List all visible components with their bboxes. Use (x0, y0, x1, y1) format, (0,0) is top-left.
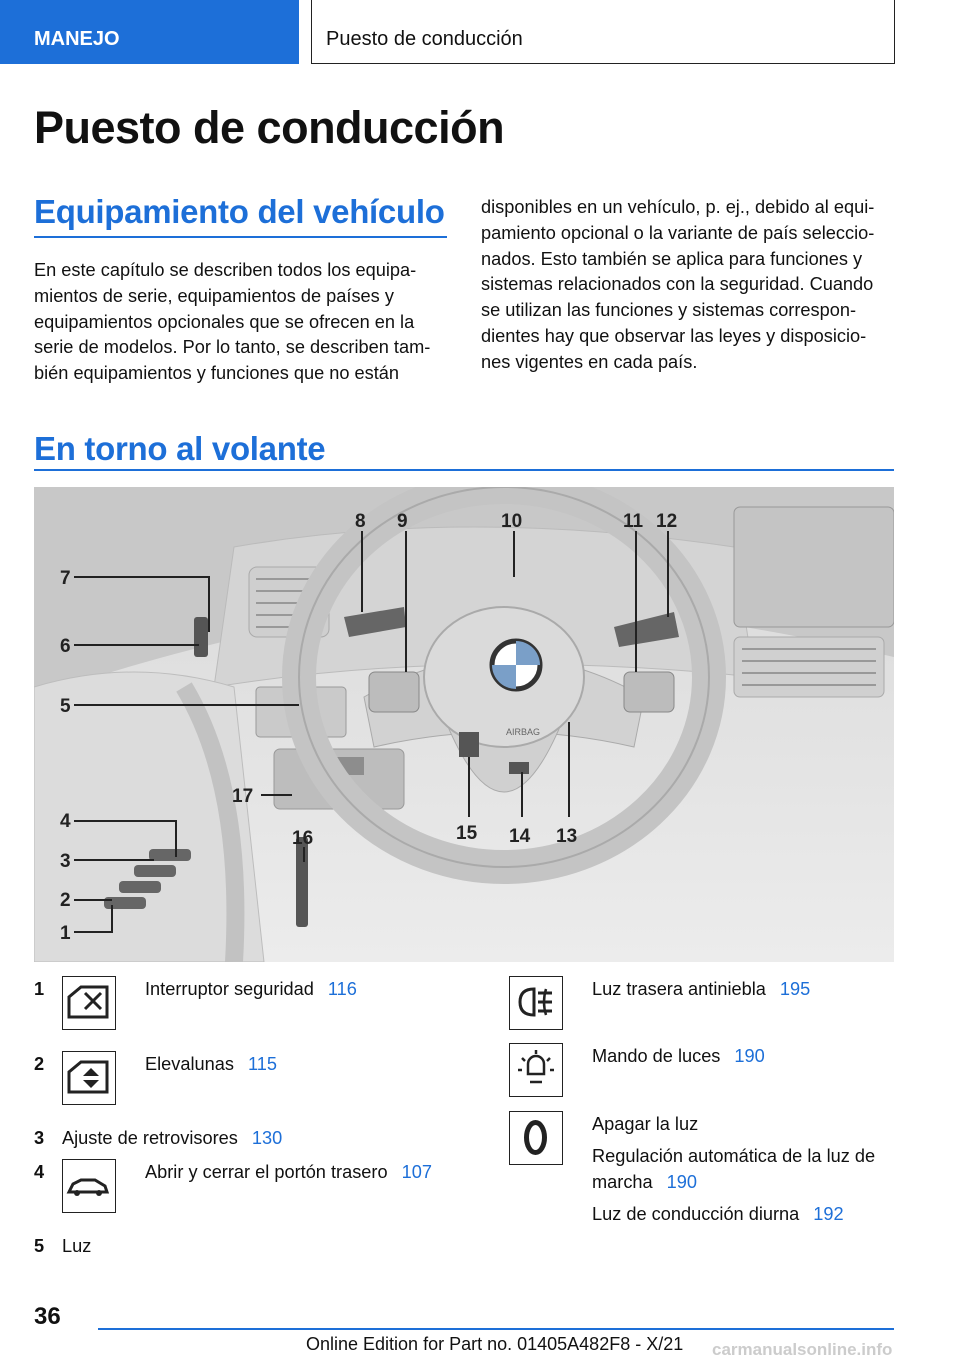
legend-item-light-control (592, 1044, 765, 1069)
page-ref-link[interactable]: 195 (779, 979, 811, 999)
page-ref-link[interactable]: 107 (401, 1162, 432, 1182)
callout-3: 3 (60, 851, 71, 872)
callout-15: 15 (456, 823, 478, 844)
body-line: sistemas relacionados con la seguridad. Cuando (481, 274, 874, 295)
callout-7: 7 (60, 568, 71, 589)
legend-num-2: 2 (34, 1054, 45, 1074)
page-ref-link[interactable]: 190 (666, 1172, 698, 1192)
section-heading-steering: En torno al volante (34, 430, 326, 467)
legend-num-5: 5 (34, 1236, 45, 1256)
legend-label: Luz (62, 1236, 92, 1256)
callout-16: 16 (292, 828, 314, 849)
legend-item-4 (145, 1160, 432, 1185)
page-ref-link[interactable]: 190 (734, 1046, 765, 1066)
callout-8: 8 (355, 511, 366, 532)
body-line: disponibles en un vehículo, p. ej., debido al equi- (481, 197, 875, 217)
body-line: se utilizan las funciones y sistemas correspon- (481, 300, 857, 321)
callout-1: 1 (60, 923, 71, 944)
callout-12: 12 (656, 511, 678, 532)
watermark: carmanualsonline.info (712, 1340, 893, 1359)
body-line: nados. Esto también se aplica para funciones y (481, 248, 863, 269)
body-column-right (481, 195, 893, 376)
legend-label: Mando de luces (592, 1046, 721, 1066)
legend-label: Luz trasera antiniebla (592, 979, 766, 999)
body-line: bién equipamientos y funciones que no están (34, 363, 400, 384)
legend-item-1 (145, 977, 357, 1002)
legend-label: Regulación automática de la luz de (592, 1146, 876, 1166)
legend-item-lights-off (592, 1112, 698, 1137)
callout-2: 2 (60, 890, 71, 911)
page-ref-link[interactable]: 116 (327, 979, 357, 999)
lights-off-icon (509, 1111, 563, 1165)
legend-num-3: 3 (34, 1128, 45, 1148)
callout-14: 14 (509, 826, 531, 847)
callout-10: 10 (501, 511, 523, 532)
edition-info: Online Edition for Part no. 01405A482F8 - X/21 (306, 1334, 684, 1354)
heading-rule (34, 236, 447, 238)
section-heading-equipment: Equipamiento del vehículo (34, 193, 445, 230)
body-line: serie de modelos. Por lo tanto, se describen tam- (34, 337, 431, 358)
light-control-icon (509, 1043, 563, 1097)
legend-item-auto-light (592, 1144, 875, 1169)
cockpit-illustration (34, 487, 894, 962)
callout-9: 9 (397, 511, 408, 532)
section-tab (0, 0, 299, 64)
legend-label: marcha (592, 1172, 653, 1192)
legend-item-2 (145, 1052, 277, 1077)
window-lock-icon (62, 976, 116, 1030)
legend-item-auto-light-cont (592, 1170, 697, 1195)
rear-fog-light-icon (509, 976, 563, 1030)
page-number: 36 (34, 1303, 61, 1330)
header-title: Puesto de conducción (326, 28, 523, 50)
body-line: pamiento opcional o la variante de país seleccio- (481, 222, 875, 243)
legend-label: Interruptor seguridad (145, 979, 314, 999)
cockpit-drawing (34, 487, 894, 962)
power-window-icon (62, 1051, 116, 1105)
section-label: MANEJO (34, 28, 120, 50)
tailgate-icon (62, 1159, 116, 1213)
callout-6: 6 (60, 636, 71, 657)
callout-13: 13 (556, 826, 578, 847)
callout-17: 17 (232, 786, 254, 807)
callout-11: 11 (623, 511, 644, 532)
page-title: Puesto de conducción (34, 102, 505, 153)
body-line: En este capítulo se describen todos los equipa- (34, 260, 417, 280)
legend-label: Elevalunas (145, 1054, 234, 1074)
legend-item-3 (62, 1126, 282, 1151)
legend-label: Apagar la luz (592, 1114, 699, 1134)
legend-num-4: 4 (34, 1162, 45, 1182)
body-line: equipamientos opcionales que se ofrecen en la (34, 311, 415, 332)
header-title-box (311, 0, 895, 64)
legend-label: Ajuste de retrovisores (62, 1128, 238, 1148)
legend-item-rear-fog (592, 977, 810, 1002)
heading-rule (34, 469, 894, 471)
legend-num-1: 1 (34, 979, 45, 999)
legend-item-5 (62, 1234, 91, 1259)
body-line: mientos de serie, equipamientos de países y (34, 285, 394, 306)
body-column-left (34, 258, 448, 387)
page-ref-link[interactable]: 130 (251, 1128, 283, 1148)
airbag-label: AIRBAG (506, 727, 541, 737)
legend-item-daytime-light (592, 1202, 844, 1227)
body-line: nes vigentes en cada país. (481, 351, 698, 372)
body-line: dientes hay que observar las leyes y disposicio- (481, 325, 867, 346)
page-ref-link[interactable]: 115 (247, 1054, 277, 1074)
callout-5: 5 (60, 696, 71, 717)
footer-rule (98, 1328, 894, 1330)
legend-label: Abrir y cerrar el portón trasero (145, 1162, 388, 1182)
callout-4: 4 (60, 811, 71, 832)
page-ref-link[interactable]: 192 (813, 1204, 844, 1224)
legend-label: Luz de conducción diurna (592, 1204, 800, 1224)
